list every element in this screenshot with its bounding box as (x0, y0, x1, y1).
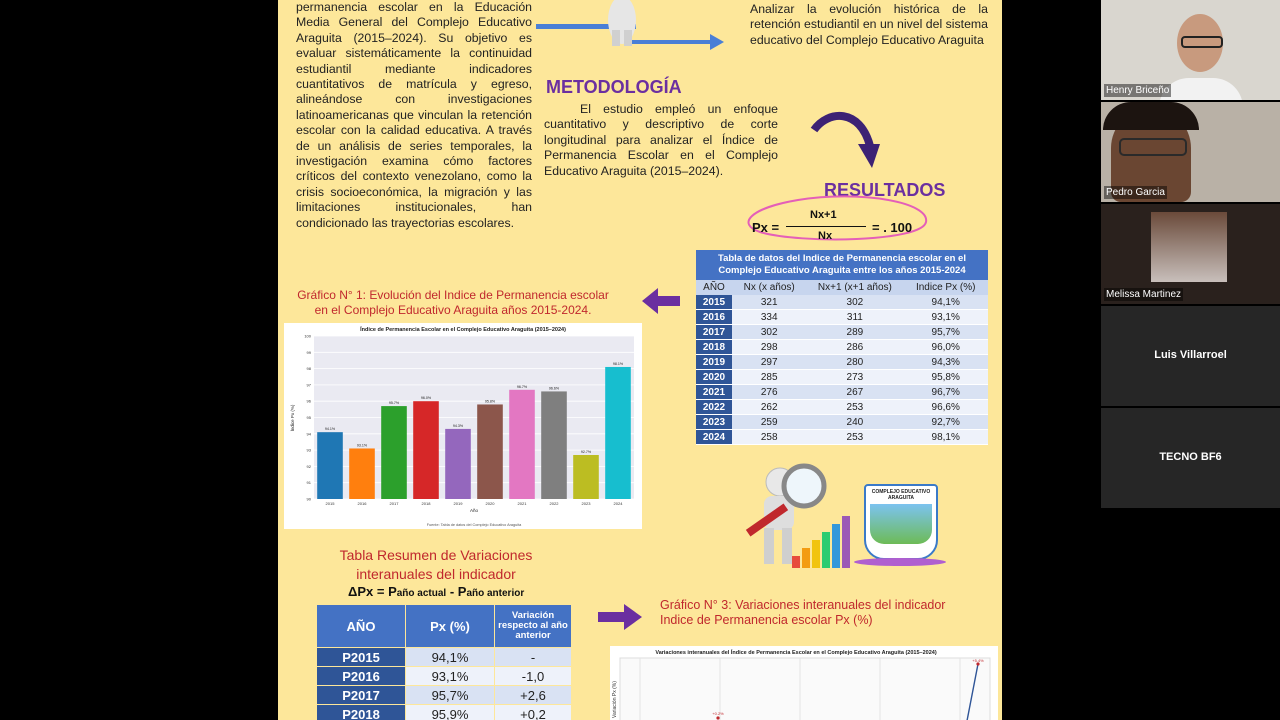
chart1-title: Índice de Permanencia Escolar en el Complejo Educativo Araguita (2015–2024) (360, 327, 566, 333)
chart1-ytick-label: 97 (306, 382, 311, 388)
year-cell: 2016 (696, 310, 732, 325)
video-blur (1151, 212, 1227, 282)
curved-arrow-icon (808, 108, 884, 170)
participant-name: Melissa Martinez (1106, 289, 1182, 300)
value-cell: 258 (732, 430, 806, 445)
value-cell: +2,6 (495, 686, 572, 705)
table-row (696, 295, 988, 310)
year-cell: P2015 (317, 648, 406, 667)
chart1-ytick-label: 99 (306, 349, 311, 355)
value-cell: 92,7% (903, 415, 988, 430)
metodologia-paragraph: El estudio empleó un enfoque cuantitativo y descriptivo de corte longitudinal para analizar el Índice de Permanencia Escolar en el Complejo Educativo Araguita (2015–2024). (544, 102, 778, 178)
participant-name: Pedro Garcia (1106, 187, 1165, 198)
poster-slide (278, 0, 1002, 720)
chart1-value-label: 96.6% (548, 386, 560, 391)
table-row (696, 340, 988, 355)
table-row (317, 705, 572, 720)
chart1-xtick-label: 2016 (357, 501, 367, 506)
formula-rhs: = . 100 (872, 220, 913, 235)
chart1-bar (445, 429, 471, 499)
chart1-bar (317, 432, 343, 499)
grafico3-caption: Gráfico N° 3: Variaciones interanuales del indicador Indice de Permanencia escolar Px (%) (660, 598, 946, 627)
chart1-value-label: 96.7% (516, 384, 528, 389)
value-cell: -1,0 (495, 667, 572, 686)
grafico1-caption: Gráfico N° 1: Evolución del Indice de Permanencia escolar en el Complejo Educativo Araguita años 2015-2024. (297, 288, 609, 317)
school-logo (864, 484, 938, 560)
summary-title: Tabla Resumen de Variaciones interanuales del indicador (339, 547, 533, 582)
resultados-title: RESULTADOS (824, 180, 946, 200)
chart1-xtick-label: 2021 (517, 501, 527, 506)
chart1-xtick-label: 2015 (325, 501, 335, 506)
chart1-value-label: 95.8% (484, 399, 496, 404)
delta-p1: P (388, 584, 397, 599)
chart1-value-label: 94.3% (452, 423, 464, 428)
delta-s2: año anterior (466, 588, 525, 599)
table-header: Nx (x años) (732, 280, 806, 295)
intro-paragraph: permanencia escolar en la Educación Media General del Complejo Educativo Araguita (2015–2024). Su objetivo es evaluar sistemáticamente la continuidad estudiantil mediante indicadores cuantitativos de matrícula y egreso, alineándose con investigaciones latinoamericanas que vinculan la retención escolar con la calidad educativa. A través de un análisis de series temporales, la investigación examina cómo factores críticos del contexto venezolano, como la crisis socioeconómica, la migración y las limitaciones institucionales, han condicionado las trayectorias escolares. (296, 0, 532, 230)
formula-numerator: Nx+1 (810, 209, 837, 221)
formula-fraction-bar (786, 226, 866, 227)
decorative-arrow-figure (534, 0, 730, 52)
chart1-source: Fuente: Tabla de datos del Complejo Educativo Araguita (426, 523, 522, 527)
participant-tile-henry[interactable] (1101, 0, 1280, 100)
chart1-xtick-label: 2020 (485, 501, 495, 506)
chart1-xtick-label: 2017 (389, 501, 399, 506)
value-cell: 302 (732, 325, 806, 340)
table-header: Indice Px (%) (903, 280, 988, 295)
metodologia-title: METODOLOGÍA (546, 77, 682, 97)
value-cell: 98,1% (903, 430, 988, 445)
chart1-value-label: 93.1% (356, 443, 368, 448)
chart1-svg (284, 323, 642, 529)
table-row (696, 430, 988, 445)
chart1-ytick-label: 96 (306, 398, 311, 404)
chart1-ytick-label: 93 (306, 447, 311, 453)
summary-table (316, 604, 572, 720)
chart3-title: Variaciones interanuales del Índice de Permanencia Escolar en el Complejo Educativo Araguita (2015–2024) (655, 650, 937, 656)
participant-tile-tecno[interactable] (1101, 408, 1280, 508)
chart1-bar (413, 401, 439, 499)
value-cell: 95,8% (903, 370, 988, 385)
chart1-bar (381, 406, 407, 499)
value-cell: 262 (732, 400, 806, 415)
chart1-value-label: 95.7% (388, 401, 400, 406)
table-row (317, 648, 572, 667)
delta-formula (348, 584, 524, 599)
chart1-bar (509, 390, 535, 499)
chart1-ytick-label: 92 (306, 463, 311, 469)
year-cell: 2023 (696, 415, 732, 430)
chart1-ytick-label: 94 (306, 431, 311, 437)
value-cell: 94,3% (903, 355, 988, 370)
formula-lhs: Px = (752, 220, 780, 235)
chart3-point-label: +5.4% (972, 658, 984, 663)
value-cell: 94,1% (903, 295, 988, 310)
delta-s1: año actual (396, 588, 447, 599)
table-caption: Tabla de datos del Indice de Permanencia escolar en el Complejo Educativo Araguita entre los años 2015-2024 (696, 250, 988, 280)
chart1-value-label: 98.1% (612, 361, 624, 366)
value-cell: 297 (732, 355, 806, 370)
table-row (696, 355, 988, 370)
chart1-container (284, 323, 642, 529)
year-cell: 2019 (696, 355, 732, 370)
participant-name: Luis Villarroel (1154, 349, 1227, 361)
year-cell: 2024 (696, 430, 732, 445)
chart1-xtick-label: 2022 (549, 501, 559, 506)
chart1-value-label: 94.1% (324, 427, 336, 432)
year-cell: 2018 (696, 340, 732, 355)
year-cell: 2021 (696, 385, 732, 400)
chart3-svg (610, 646, 998, 720)
chart1-xtick-label: 2024 (613, 501, 623, 506)
glasses-shape (1119, 138, 1187, 156)
year-cell: 2020 (696, 370, 732, 385)
right-arrow-icon (598, 604, 642, 630)
chart1-value-label: 92.7% (580, 449, 592, 454)
chart1-bar (477, 404, 503, 499)
delta-lhs: ΔPx = (348, 584, 389, 599)
chart1-xlabel: Año (469, 508, 479, 513)
value-cell: 311 (806, 310, 903, 325)
value-cell: 285 (732, 370, 806, 385)
delta-p2: P (457, 584, 467, 599)
table-header: Nx+1 (x+1 años) (806, 280, 903, 295)
value-cell: 276 (732, 385, 806, 400)
chart1-xtick-label: 2019 (453, 501, 463, 506)
year-cell: 2017 (696, 325, 732, 340)
table-row (696, 385, 988, 400)
value-cell: 253 (806, 430, 903, 445)
value-cell: 95,7% (903, 325, 988, 340)
magnifier-figure-illustration (740, 460, 852, 574)
px-formula (752, 208, 942, 248)
value-cell: - (495, 648, 572, 667)
table-row (696, 400, 988, 415)
chart1-ytick-label: 90 (306, 496, 311, 502)
table-row (696, 370, 988, 385)
value-cell: 302 (806, 295, 903, 310)
chart1-bar (605, 367, 631, 499)
year-cell: 2015 (696, 295, 732, 310)
table-row (696, 310, 988, 325)
value-cell: 321 (732, 295, 806, 310)
year-cell: 2022 (696, 400, 732, 415)
year-cell: P2018 (317, 705, 406, 720)
participants-sidebar (1101, 0, 1280, 720)
table-header: AÑO (317, 605, 406, 648)
chart1-value-label: 96.0% (420, 396, 432, 401)
participant-tile-luis[interactable] (1101, 306, 1280, 406)
chart1-bar (541, 391, 567, 499)
table-row (696, 415, 988, 430)
table-row (317, 686, 572, 705)
value-cell: 253 (806, 400, 903, 415)
participant-name: TECNO BF6 (1159, 451, 1222, 463)
chart1-ytick-label: 95 (306, 415, 311, 420)
chart1-ylabel: Índice Px (%) (290, 404, 295, 432)
glasses-shape (1181, 36, 1223, 48)
value-cell: 93,1% (903, 310, 988, 325)
chart1-xtick-label: 2018 (421, 501, 431, 506)
participant-name: Henry Briceño (1106, 85, 1170, 96)
table-row (317, 667, 572, 686)
chart3-plot-area (620, 658, 990, 720)
value-cell: 240 (806, 415, 903, 430)
value-cell: 93,1% (406, 667, 495, 686)
value-cell: 286 (806, 340, 903, 355)
participant-tile-melissa[interactable] (1101, 204, 1280, 304)
participant-hair (1103, 102, 1199, 130)
value-cell: 273 (806, 370, 903, 385)
chart3-ylabel: Variación Px (%) (612, 681, 618, 718)
delta-mid: - (446, 584, 458, 599)
value-cell: 334 (732, 310, 806, 325)
year-cell: P2017 (317, 686, 406, 705)
value-cell: 95,9% (406, 705, 495, 720)
table-header: AÑO (696, 280, 732, 295)
chart3-container (610, 646, 998, 720)
chart1-ytick-label: 91 (306, 480, 311, 486)
value-cell: +0,2 (495, 705, 572, 720)
chart1-bar (573, 455, 599, 499)
value-cell: 298 (732, 340, 806, 355)
value-cell: 96,7% (903, 385, 988, 400)
value-cell: 96,0% (903, 340, 988, 355)
chart1-ytick-label: 100 (304, 333, 311, 339)
value-cell: 289 (806, 325, 903, 340)
value-cell: 94,1% (406, 648, 495, 667)
chart3-point (716, 716, 719, 719)
chart1-xtick-label: 2023 (581, 501, 591, 506)
left-arrow-icon (642, 288, 680, 314)
value-cell: 95,7% (406, 686, 495, 705)
table-row (696, 325, 988, 340)
value-cell: 267 (806, 385, 903, 400)
formula-denominator: Nx (818, 230, 833, 242)
participant-tile-pedro[interactable] (1101, 102, 1280, 202)
school-logo-landscape (870, 504, 932, 544)
school-logo-text: COMPLEJO EDUCATIVO ARAGUITA (871, 489, 931, 501)
logo-pedestal (854, 558, 946, 566)
value-cell: 96,6% (903, 400, 988, 415)
table-header: Variación respecto al año anterior (495, 605, 572, 648)
table-header: Px (%) (406, 605, 495, 648)
chart1-bar (349, 448, 375, 499)
objective-paragraph: Analizar la evolución histórica de la retención estudiantil en un nivel del sistema educativo del Complejo Educativo Araguita (750, 2, 988, 47)
year-cell: P2016 (317, 667, 406, 686)
chart1-ytick-label: 98 (306, 366, 311, 372)
permanencia-data-table (696, 250, 988, 445)
value-cell: 259 (732, 415, 806, 430)
chart3-point-label: +0.2% (712, 711, 724, 716)
value-cell: 280 (806, 355, 903, 370)
